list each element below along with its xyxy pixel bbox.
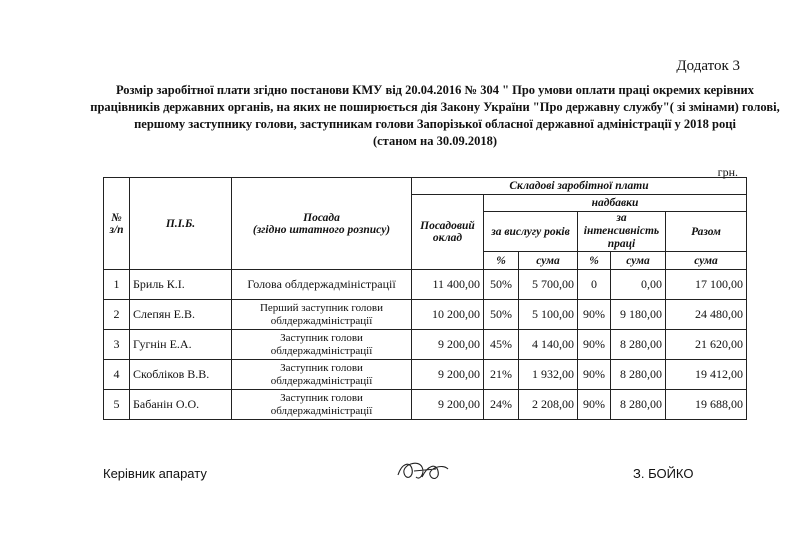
cell-seniority-amount: 5 100,00 bbox=[519, 300, 578, 330]
cell-intensity-percent: 0 bbox=[578, 270, 611, 300]
header-seniority-amount: сума bbox=[519, 252, 578, 270]
cell-total: 17 100,00 bbox=[666, 270, 747, 300]
header-total-amount: сума bbox=[666, 252, 747, 270]
header-total: Разом bbox=[666, 212, 747, 252]
header-position-line2: (згідно штатного розпису) bbox=[252, 223, 391, 236]
cell-name: Бабанін О.О. bbox=[130, 390, 232, 420]
cell-base-salary: 11 400,00 bbox=[412, 270, 484, 300]
cell-position: Заступник голови облдержадміністрації bbox=[232, 360, 412, 390]
cell-position: Заступник голови облдержадміністрації bbox=[232, 390, 412, 420]
title-line: працівників державних органів, на яких не поширюється дія Закону України "Про державну службу"( зі змінами) голові, bbox=[90, 100, 780, 114]
cell-seniority-amount: 4 140,00 bbox=[519, 330, 578, 360]
cell-seniority-percent: 45% bbox=[484, 330, 519, 360]
cell-position: Заступник голови облдержадміністрації bbox=[232, 330, 412, 360]
cell-base-salary: 10 200,00 bbox=[412, 300, 484, 330]
footer-role-label: Керівник апарату bbox=[103, 466, 207, 481]
annex-label: Додаток 3 bbox=[676, 58, 740, 74]
cell-base-salary: 9 200,00 bbox=[412, 330, 484, 360]
cell-no: 4 bbox=[104, 360, 130, 390]
cell-position: Голова облдержадміністрації bbox=[232, 270, 412, 300]
header-seniority-percent: % bbox=[484, 252, 519, 270]
cell-position: Перший заступник голови облдержадміністрації bbox=[232, 300, 412, 330]
cell-total: 19 688,00 bbox=[666, 390, 747, 420]
cell-intensity-percent: 90% bbox=[578, 390, 611, 420]
cell-no: 3 bbox=[104, 330, 130, 360]
cell-intensity-amount: 8 280,00 bbox=[611, 390, 666, 420]
cell-intensity-amount: 9 180,00 bbox=[611, 300, 666, 330]
cell-intensity-amount: 8 280,00 bbox=[611, 330, 666, 360]
cell-base-salary: 9 200,00 bbox=[412, 390, 484, 420]
table-row bbox=[104, 390, 747, 420]
cell-seniority-percent: 50% bbox=[484, 300, 519, 330]
title-line: Розмір заробітної плати згідно постанови КМУ від 20.04.2016 № 304 " Про умови оплати праці окремих керівних bbox=[115, 83, 755, 97]
header-salary-components: Складові заробітної плати bbox=[412, 178, 747, 195]
footer-signer-name: З. БОЙКО bbox=[633, 466, 694, 481]
salary-table bbox=[103, 177, 747, 420]
cell-name: Скобліков В.В. bbox=[130, 360, 232, 390]
header-base-salary: Посадовий оклад bbox=[412, 195, 484, 270]
cell-intensity-percent: 90% bbox=[578, 330, 611, 360]
currency-label: грн. bbox=[717, 165, 738, 179]
header-name: П.І.Б. bbox=[130, 178, 232, 270]
cell-no: 2 bbox=[104, 300, 130, 330]
cell-name: Слепян Е.В. bbox=[130, 300, 232, 330]
title-line: першому заступнику голови, заступникам голови Запорізької обласної державної адміністрації у 2018 році bbox=[134, 117, 736, 131]
cell-total: 21 620,00 bbox=[666, 330, 747, 360]
cell-seniority-amount: 5 700,00 bbox=[519, 270, 578, 300]
header-no: № з/п bbox=[104, 178, 130, 270]
table-row bbox=[104, 360, 747, 390]
header-intensity-amount: сума bbox=[611, 252, 666, 270]
header-allowances: надбавки bbox=[484, 195, 747, 212]
cell-name: Бриль К.І. bbox=[130, 270, 232, 300]
cell-seniority-amount: 2 208,00 bbox=[519, 390, 578, 420]
cell-no: 1 bbox=[104, 270, 130, 300]
header-position-line1: Посада bbox=[303, 211, 340, 224]
cell-base-salary: 9 200,00 bbox=[412, 360, 484, 390]
title-line: (станом на 30.09.2018) bbox=[372, 134, 498, 148]
cell-intensity-amount: 0,00 bbox=[611, 270, 666, 300]
header-intensity: за інтенсивність праці bbox=[578, 212, 666, 252]
cell-intensity-percent: 90% bbox=[578, 360, 611, 390]
table-row bbox=[104, 330, 747, 360]
cell-total: 19 412,00 bbox=[666, 360, 747, 390]
header-position bbox=[232, 178, 412, 270]
header-intensity-percent: % bbox=[578, 252, 611, 270]
cell-seniority-percent: 24% bbox=[484, 390, 519, 420]
cell-intensity-percent: 90% bbox=[578, 300, 611, 330]
cell-total: 24 480,00 bbox=[666, 300, 747, 330]
cell-intensity-amount: 8 280,00 bbox=[611, 360, 666, 390]
header-seniority: за вислугу років bbox=[484, 212, 578, 252]
cell-seniority-percent: 21% bbox=[484, 360, 519, 390]
table-row bbox=[104, 270, 747, 300]
cell-name: Гугнін Е.А. bbox=[130, 330, 232, 360]
cell-no: 5 bbox=[104, 390, 130, 420]
signature-mark bbox=[392, 455, 452, 487]
cell-seniority-percent: 50% bbox=[484, 270, 519, 300]
document-title bbox=[90, 82, 780, 150]
table-row bbox=[104, 300, 747, 330]
cell-seniority-amount: 1 932,00 bbox=[519, 360, 578, 390]
